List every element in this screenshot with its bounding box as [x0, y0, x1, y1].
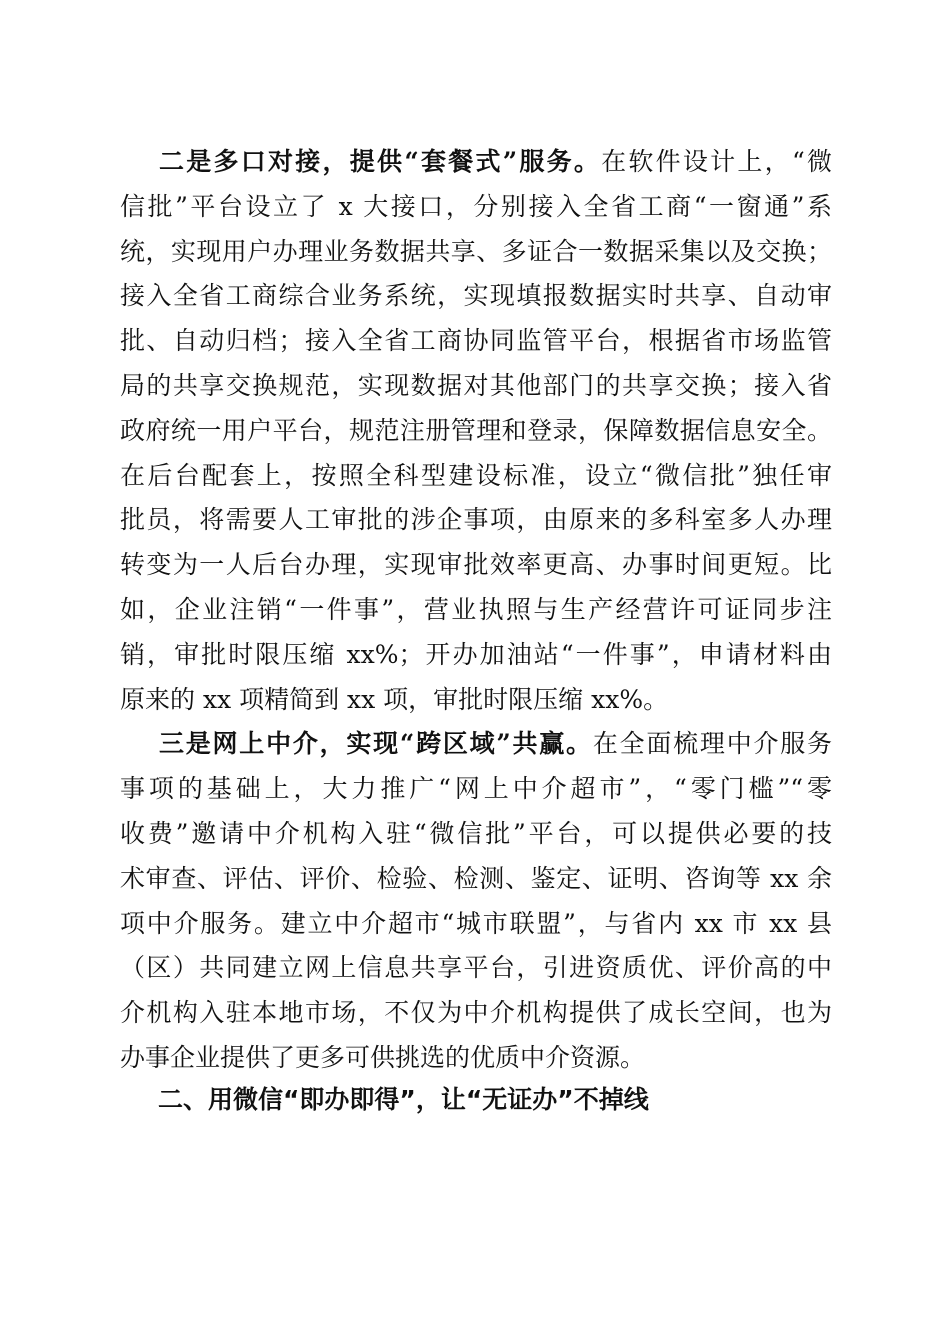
paragraph-line: 介机构入驻本地市场，不仅为中介机构提供了成长空间，也为	[120, 998, 832, 1028]
body-text	[120, 140, 832, 1081]
paragraph-text: 在软件设计上，“微	[601, 147, 832, 176]
paragraph-line: （区）共同建立网上信息共享平台，引进资质优、评价高的中	[120, 953, 832, 983]
paragraph-line: 批、自动归档；接入全省工商协同监管平台，根据省市场监管	[120, 326, 832, 356]
paragraph-line: 办事企业提供了更多可供挑选的优质中介资源。	[120, 1042, 646, 1072]
paragraph-line: 统，实现用户办理业务数据共享、多证合一数据采集以及交换；	[120, 236, 832, 266]
paragraph-line: 项中介服务。建立中介超市“城市联盟”，与省内 xx 市 xx 县	[120, 908, 832, 938]
paragraph-lead: 二是多口对接，提供“套餐式”服务。	[159, 147, 602, 176]
section-heading: 二、用微信“即办即得”，让“无证办”不掉线	[158, 1085, 649, 1114]
paragraph-line: 政府统一用户平台，规范注册管理和登录，保障数据信息安全。	[120, 415, 832, 445]
paragraph-line: 原来的 xx 项精简到 xx 项，审批时限压缩 xx%。	[120, 684, 669, 714]
paragraph-line	[120, 140, 832, 185]
paragraph-line: 术审查、评估、评价、检验、检测、鉴定、证明、咨询等 xx 余	[120, 863, 832, 893]
paragraph-lead: 三是网上中介，实现“跨区域”共赢。	[159, 729, 593, 759]
paragraph-line: 信批”平台设立了 x 大接口，分别接入全省工商“一窗通”系	[120, 191, 832, 221]
paragraph-text: 在全面梳理中介服务	[592, 729, 832, 759]
paragraph-line: 批员，将需要人工审批的涉企事项，由原来的多科室多人办理	[120, 505, 832, 535]
paragraph-line: 在后台配套上，按照全科型建设标准，设立“微信批”独任审	[120, 460, 832, 490]
paragraph-line: 收费”邀请中介机构入驻“微信批”平台，可以提供必要的技	[120, 818, 832, 848]
paragraph-line	[120, 722, 832, 767]
paragraph-line: 事项的基础上，大力推广“网上中介超市”，“零门槛”“零	[120, 774, 832, 804]
paragraph-line: 接入全省工商综合业务系统，实现填报数据实时共享、自动审	[120, 281, 832, 311]
paragraph-line: 局的共享交换规范，实现数据对其他部门的共享交换；接入省	[120, 370, 832, 400]
paragraph-line: 销，审批时限压缩 xx%；开办加油站“一件事”，申请材料由	[120, 639, 832, 669]
paragraph-line: 转变为一人后台办理，实现审批效率更高、办事时间更短。比	[120, 550, 832, 580]
paragraph-line: 如，企业注销“一件事”，营业执照与生产经营许可证同步注	[120, 594, 832, 624]
